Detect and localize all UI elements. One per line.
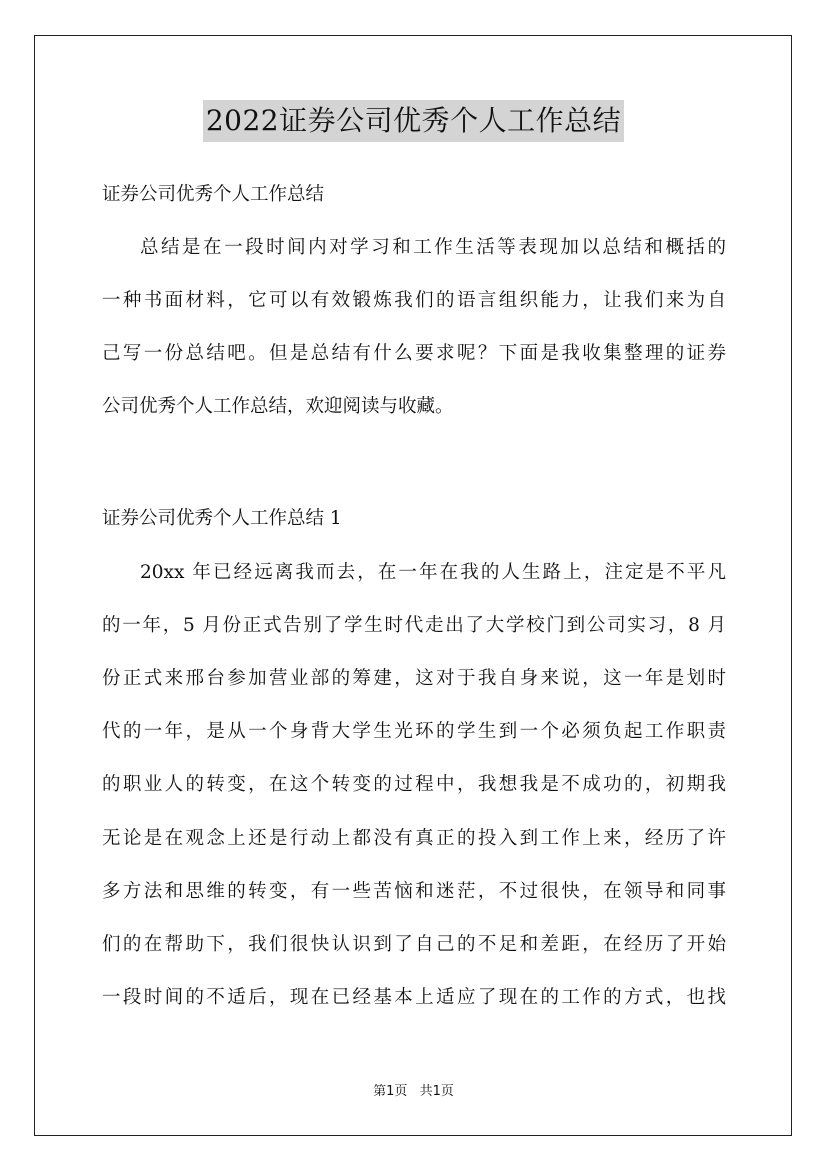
section-line-5: 的职业人的转变，在这个转变的过程中，我想我是不成功的，初期我 <box>102 774 726 795</box>
intro-line-3: 己写一份总结吧。但是总结有什么要求呢？下面是我收集整理的证券 <box>102 343 726 364</box>
section-line-8: 们的在帮助下，我们很快认识到了自己的不足和差距，在经历了开始 <box>102 934 726 955</box>
page-number: 第1页 <box>373 1084 408 1099</box>
intro-line-1: 总结是在一段时间内对学习和工作生活等表现加以总结和概括的 <box>140 237 726 258</box>
section-line-9: 一段时间的不适后，现在已经基本上适应了现在的工作的方式，也找 <box>102 987 726 1008</box>
section-line-3: 份正式来邢台参加营业部的筹建，这对于我自身来说，这一年是划时 <box>102 668 726 689</box>
document-title: 2022证券公司优秀个人工作总结 <box>203 100 624 142</box>
intro-line-4: 公司优秀个人工作总结，欢迎阅读与收藏。 <box>102 396 454 417</box>
section-line-2: 的一年，5 月份正式告别了学生时代走出了大学校门到公司实习，8 月 <box>102 615 726 636</box>
total-pages: 共1页 <box>419 1084 454 1099</box>
page-footer <box>0 1082 827 1102</box>
section-line-6: 无论是在观念上还是行动上都没有真正的投入到工作上来，经历了许 <box>102 828 726 849</box>
subtitle: 证券公司优秀个人工作总结 <box>102 184 325 205</box>
section-heading: 证券公司优秀个人工作总结 1 <box>102 508 342 529</box>
section-line-7: 多方法和思维的转变，有一些苦恼和迷茫，不过很快，在领导和同事 <box>102 881 726 902</box>
section-line-4: 代的一年，是从一个身背大学生光环的学生到一个必须负起工作职责 <box>102 721 726 742</box>
section-line-1: 20xx 年已经远离我而去，在一年在我的人生路上，注定是不平凡 <box>140 562 726 583</box>
title-container <box>0 100 827 142</box>
intro-line-2: 一种书面材料，它可以有效锻炼我们的语言组织能力，让我们来为自 <box>102 290 726 311</box>
